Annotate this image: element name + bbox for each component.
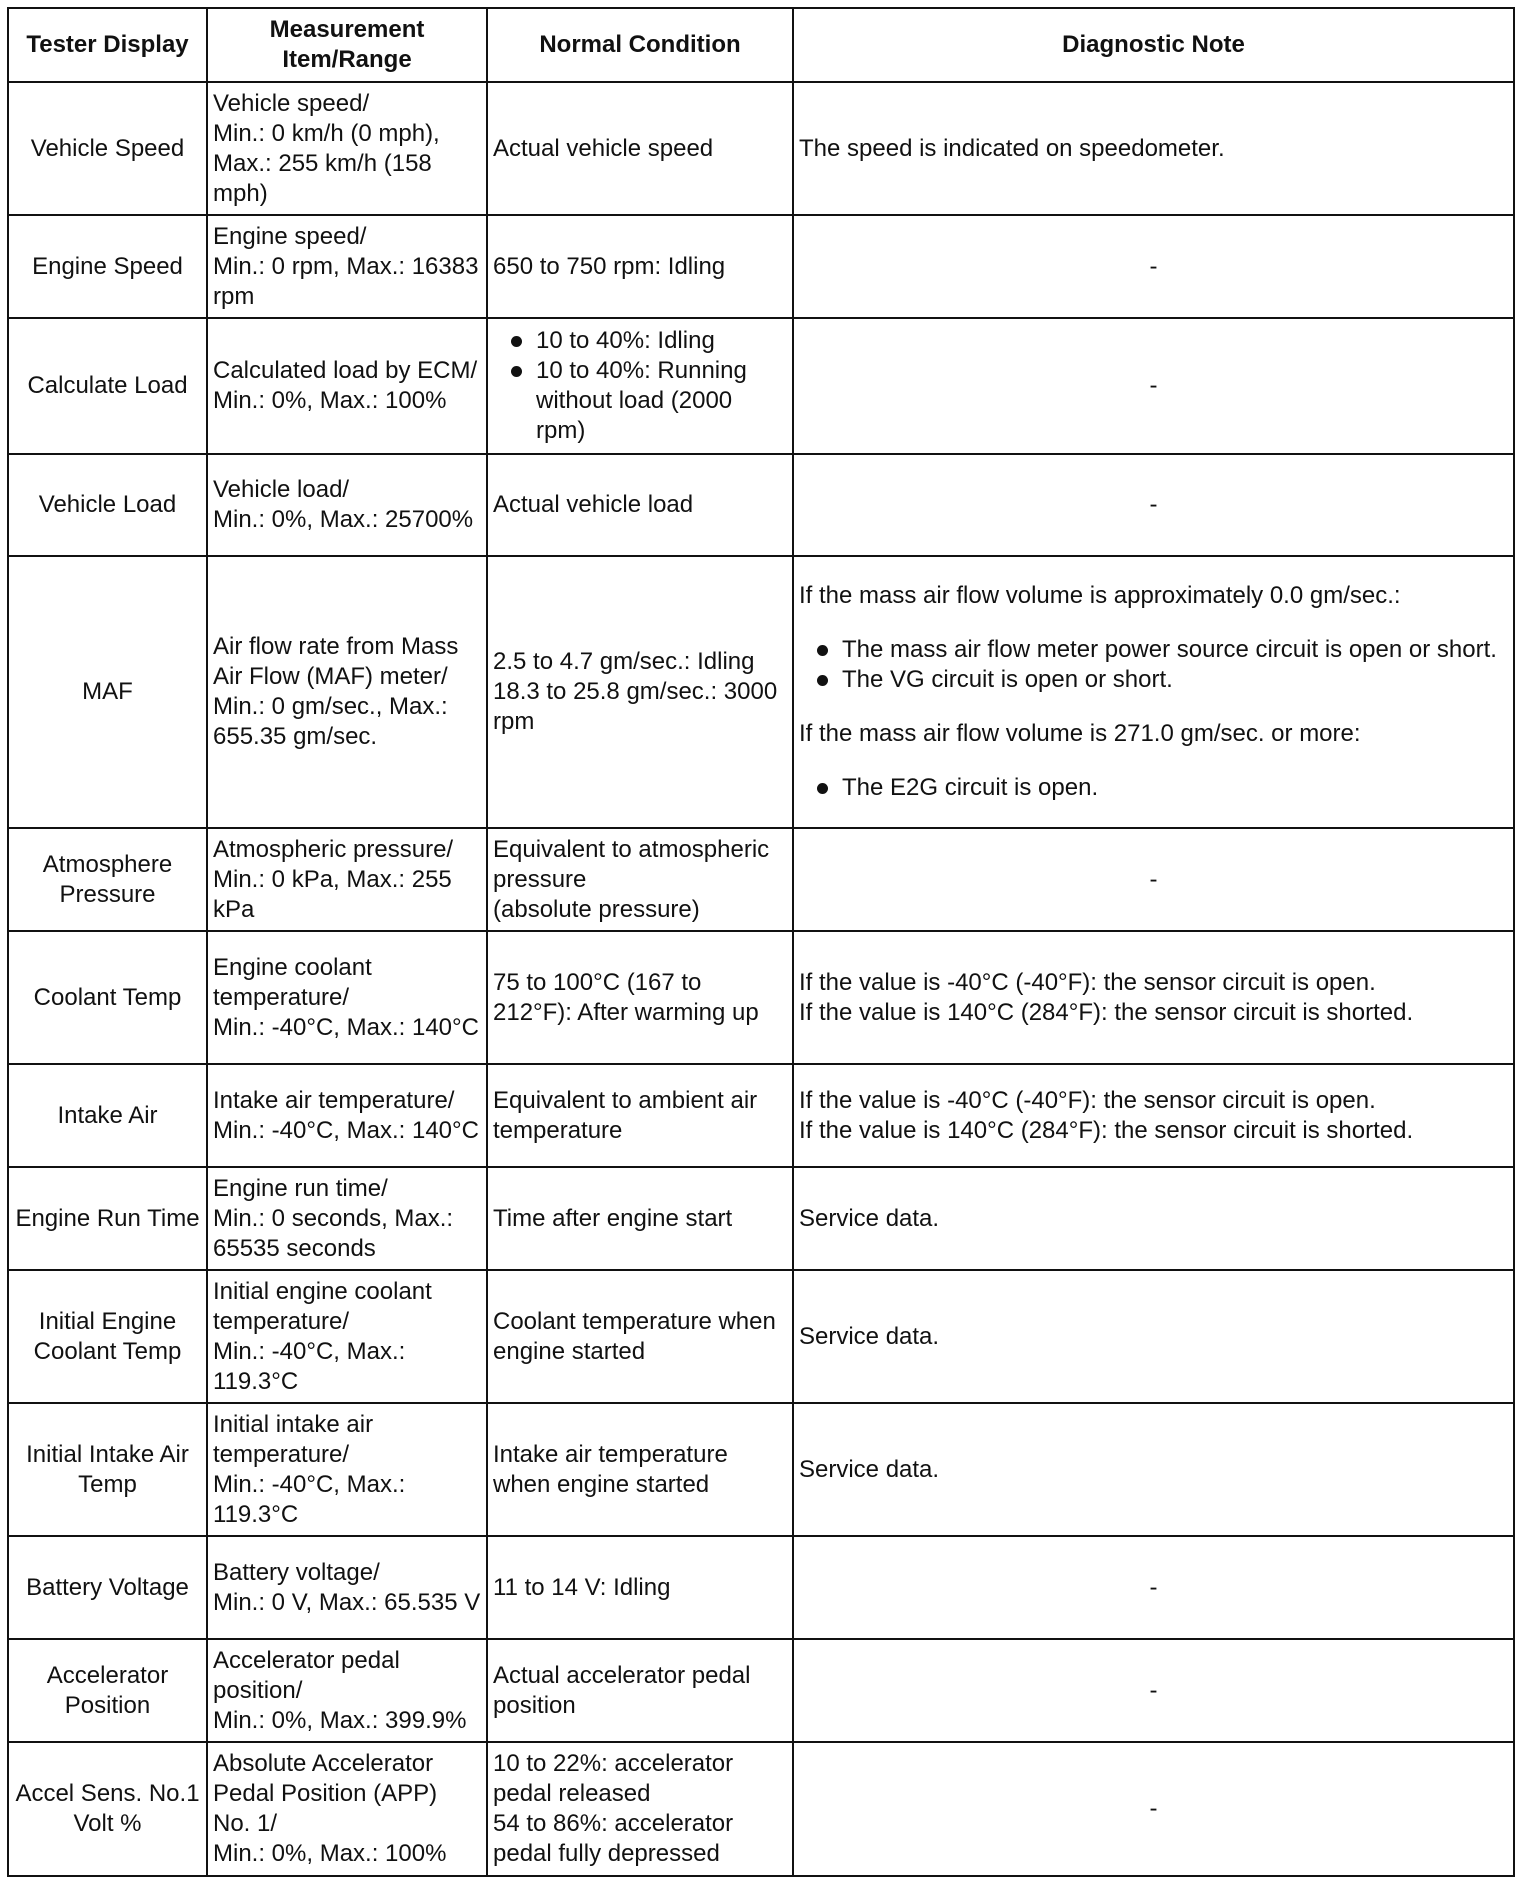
table-row — [8, 556, 1514, 828]
normal-condition-cell: Actual accelerator pedal position — [487, 1639, 793, 1742]
diagnostic-note-cell: If the value is -40°C (-40°F): the sensor circuit is open. If the value is 140°C (284°F): the sensor circuit is shorted. — [793, 931, 1514, 1064]
table-row — [8, 1064, 1514, 1167]
tester-display-cell: Vehicle Load — [8, 454, 207, 556]
tester-display-cell: Atmosphere Pressure — [8, 828, 207, 931]
normal-condition-cell: Equivalent to ambient air temperature — [487, 1064, 793, 1167]
diagnostic-note-cell: - — [793, 215, 1514, 318]
tester-display-cell: Accelerator Position — [8, 1639, 207, 1742]
diagnostic-note-cell: The speed is indicated on speedometer. — [793, 82, 1514, 215]
measurement-range-cell: Calculated load by ECM/ Min.: 0%, Max.: 100% — [207, 318, 487, 454]
tester-display-cell: MAF — [8, 556, 207, 828]
tester-display-cell: Initial Intake Air Temp — [8, 1403, 207, 1536]
table-row — [8, 931, 1514, 1064]
measurement-range-cell: Accelerator pedal position/ Min.: 0%, Max.: 399.9% — [207, 1639, 487, 1742]
diagnostic-note-cell: Service data. — [793, 1167, 1514, 1270]
normal-condition-cell: 10 to 22%: accelerator pedal released 54 to 86%: accelerator pedal fully depressed — [487, 1742, 793, 1876]
normal-condition-cell: Time after engine start — [487, 1167, 793, 1270]
tester-display-cell: Vehicle Speed — [8, 82, 207, 215]
normal-condition-cell: Actual vehicle load — [487, 454, 793, 556]
diagnostic-note-cell: If the value is -40°C (-40°F): the sensor circuit is open. If the value is 140°C (284°F): the sensor circuit is shorted. — [793, 1064, 1514, 1167]
tester-display-cell: Intake Air — [8, 1064, 207, 1167]
bullet-item: The VG circuit is open or short. — [799, 665, 1508, 695]
normal-condition-cell: Intake air temperature when engine started — [487, 1403, 793, 1536]
measurement-range-cell: Battery voltage/ Min.: 0 V, Max.: 65.535 V — [207, 1536, 487, 1639]
tester-display-cell: Accel Sens. No.1 Volt % — [8, 1742, 207, 1876]
normal-condition-cell: 650 to 750 rpm: Idling — [487, 215, 793, 318]
tester-display-cell: Engine Run Time — [8, 1167, 207, 1270]
table-row — [8, 1536, 1514, 1639]
diagnostic-note-cell: - — [793, 318, 1514, 454]
header-row — [8, 8, 1514, 82]
normal-condition-cell: 75 to 100°C (167 to 212°F): After warming up — [487, 931, 793, 1064]
normal-condition-cell: Equivalent to atmospheric pressure (absolute pressure) — [487, 828, 793, 931]
tester-display-cell: Calculate Load — [8, 318, 207, 454]
header-diagnostic-note: Diagnostic Note — [793, 8, 1514, 82]
diagnostic-note-cell: - — [793, 828, 1514, 931]
measurement-range-cell: Intake air temperature/ Min.: -40°C, Max.: 140°C — [207, 1064, 487, 1167]
tester-display-cell: Initial Engine Coolant Temp — [8, 1270, 207, 1403]
table-row — [8, 454, 1514, 556]
table-row — [8, 828, 1514, 931]
diagnostic-note-cell: - — [793, 1742, 1514, 1876]
measurement-range-cell: Vehicle load/ Min.: 0%, Max.: 25700% — [207, 454, 487, 556]
bullet-item: 10 to 40%: Running without load (2000 rpm) — [493, 356, 787, 446]
tester-display-cell: Coolant Temp — [8, 931, 207, 1064]
table-row — [8, 1742, 1514, 1876]
header-measurement-range: Measurement Item/Range — [207, 8, 487, 82]
tester-display-cell: Battery Voltage — [8, 1536, 207, 1639]
bullet-item: The mass air flow meter power source circuit is open or short. — [799, 635, 1508, 665]
table-row — [8, 318, 1514, 454]
normal-condition-cell — [487, 318, 793, 454]
measurement-range-cell: Air flow rate from Mass Air Flow (MAF) meter/ Min.: 0 gm/sec., Max.: 655.35 gm/sec. — [207, 556, 487, 828]
measurement-range-cell: Engine coolant temperature/ Min.: -40°C, Max.: 140°C — [207, 931, 487, 1064]
table-row — [8, 1403, 1514, 1536]
measurement-range-cell: Vehicle speed/ Min.: 0 km/h (0 mph), Max.: 255 km/h (158 mph) — [207, 82, 487, 215]
header-normal-condition: Normal Condition — [487, 8, 793, 82]
table-row — [8, 1167, 1514, 1270]
diagnostic-note-cell: - — [793, 1536, 1514, 1639]
diagnostic-note-cell: Service data. — [793, 1403, 1514, 1536]
table-row — [8, 82, 1514, 215]
measurement-range-cell: Engine run time/ Min.: 0 seconds, Max.: 65535 seconds — [207, 1167, 487, 1270]
measurement-range-cell: Initial engine coolant temperature/ Min.: -40°C, Max.: 119.3°C — [207, 1270, 487, 1403]
table-row — [8, 215, 1514, 318]
header-tester-display: Tester Display — [8, 8, 207, 82]
diagnostic-note-cell: If the mass air flow volume is approximately 0.0 gm/sec.: The mass air flow meter power source circuit is open or short. The VG circuit is open or short. If the mass air flow volume is 271.0 gm/sec. or more: The E2G circuit is open. — [793, 556, 1514, 828]
normal-condition-cell: Actual vehicle speed — [487, 82, 793, 215]
normal-condition-cell: 2.5 to 4.7 gm/sec.: Idling 18.3 to 25.8 gm/sec.: 3000 rpm — [487, 556, 793, 828]
diagnostic-note-cell: Service data. — [793, 1270, 1514, 1403]
diagnostic-note-cell: - — [793, 1639, 1514, 1742]
measurement-range-cell: Initial intake air temperature/ Min.: -40°C, Max.: 119.3°C — [207, 1403, 487, 1536]
bullet-item: 10 to 40%: Idling — [493, 326, 787, 356]
data-list-table — [7, 7, 1515, 1877]
table-row — [8, 1270, 1514, 1403]
measurement-range-cell: Absolute Accelerator Pedal Position (APP) No. 1/ Min.: 0%, Max.: 100% — [207, 1742, 487, 1876]
bullet-item: The E2G circuit is open. — [799, 773, 1508, 803]
diagnostic-note-cell: - — [793, 454, 1514, 556]
measurement-range-cell: Engine speed/ Min.: 0 rpm, Max.: 16383 rpm — [207, 215, 487, 318]
normal-condition-cell: Coolant temperature when engine started — [487, 1270, 793, 1403]
normal-condition-cell: 11 to 14 V: Idling — [487, 1536, 793, 1639]
tester-display-cell: Engine Speed — [8, 215, 207, 318]
measurement-range-cell: Atmospheric pressure/ Min.: 0 kPa, Max.: 255 kPa — [207, 828, 487, 931]
table-row — [8, 1639, 1514, 1742]
